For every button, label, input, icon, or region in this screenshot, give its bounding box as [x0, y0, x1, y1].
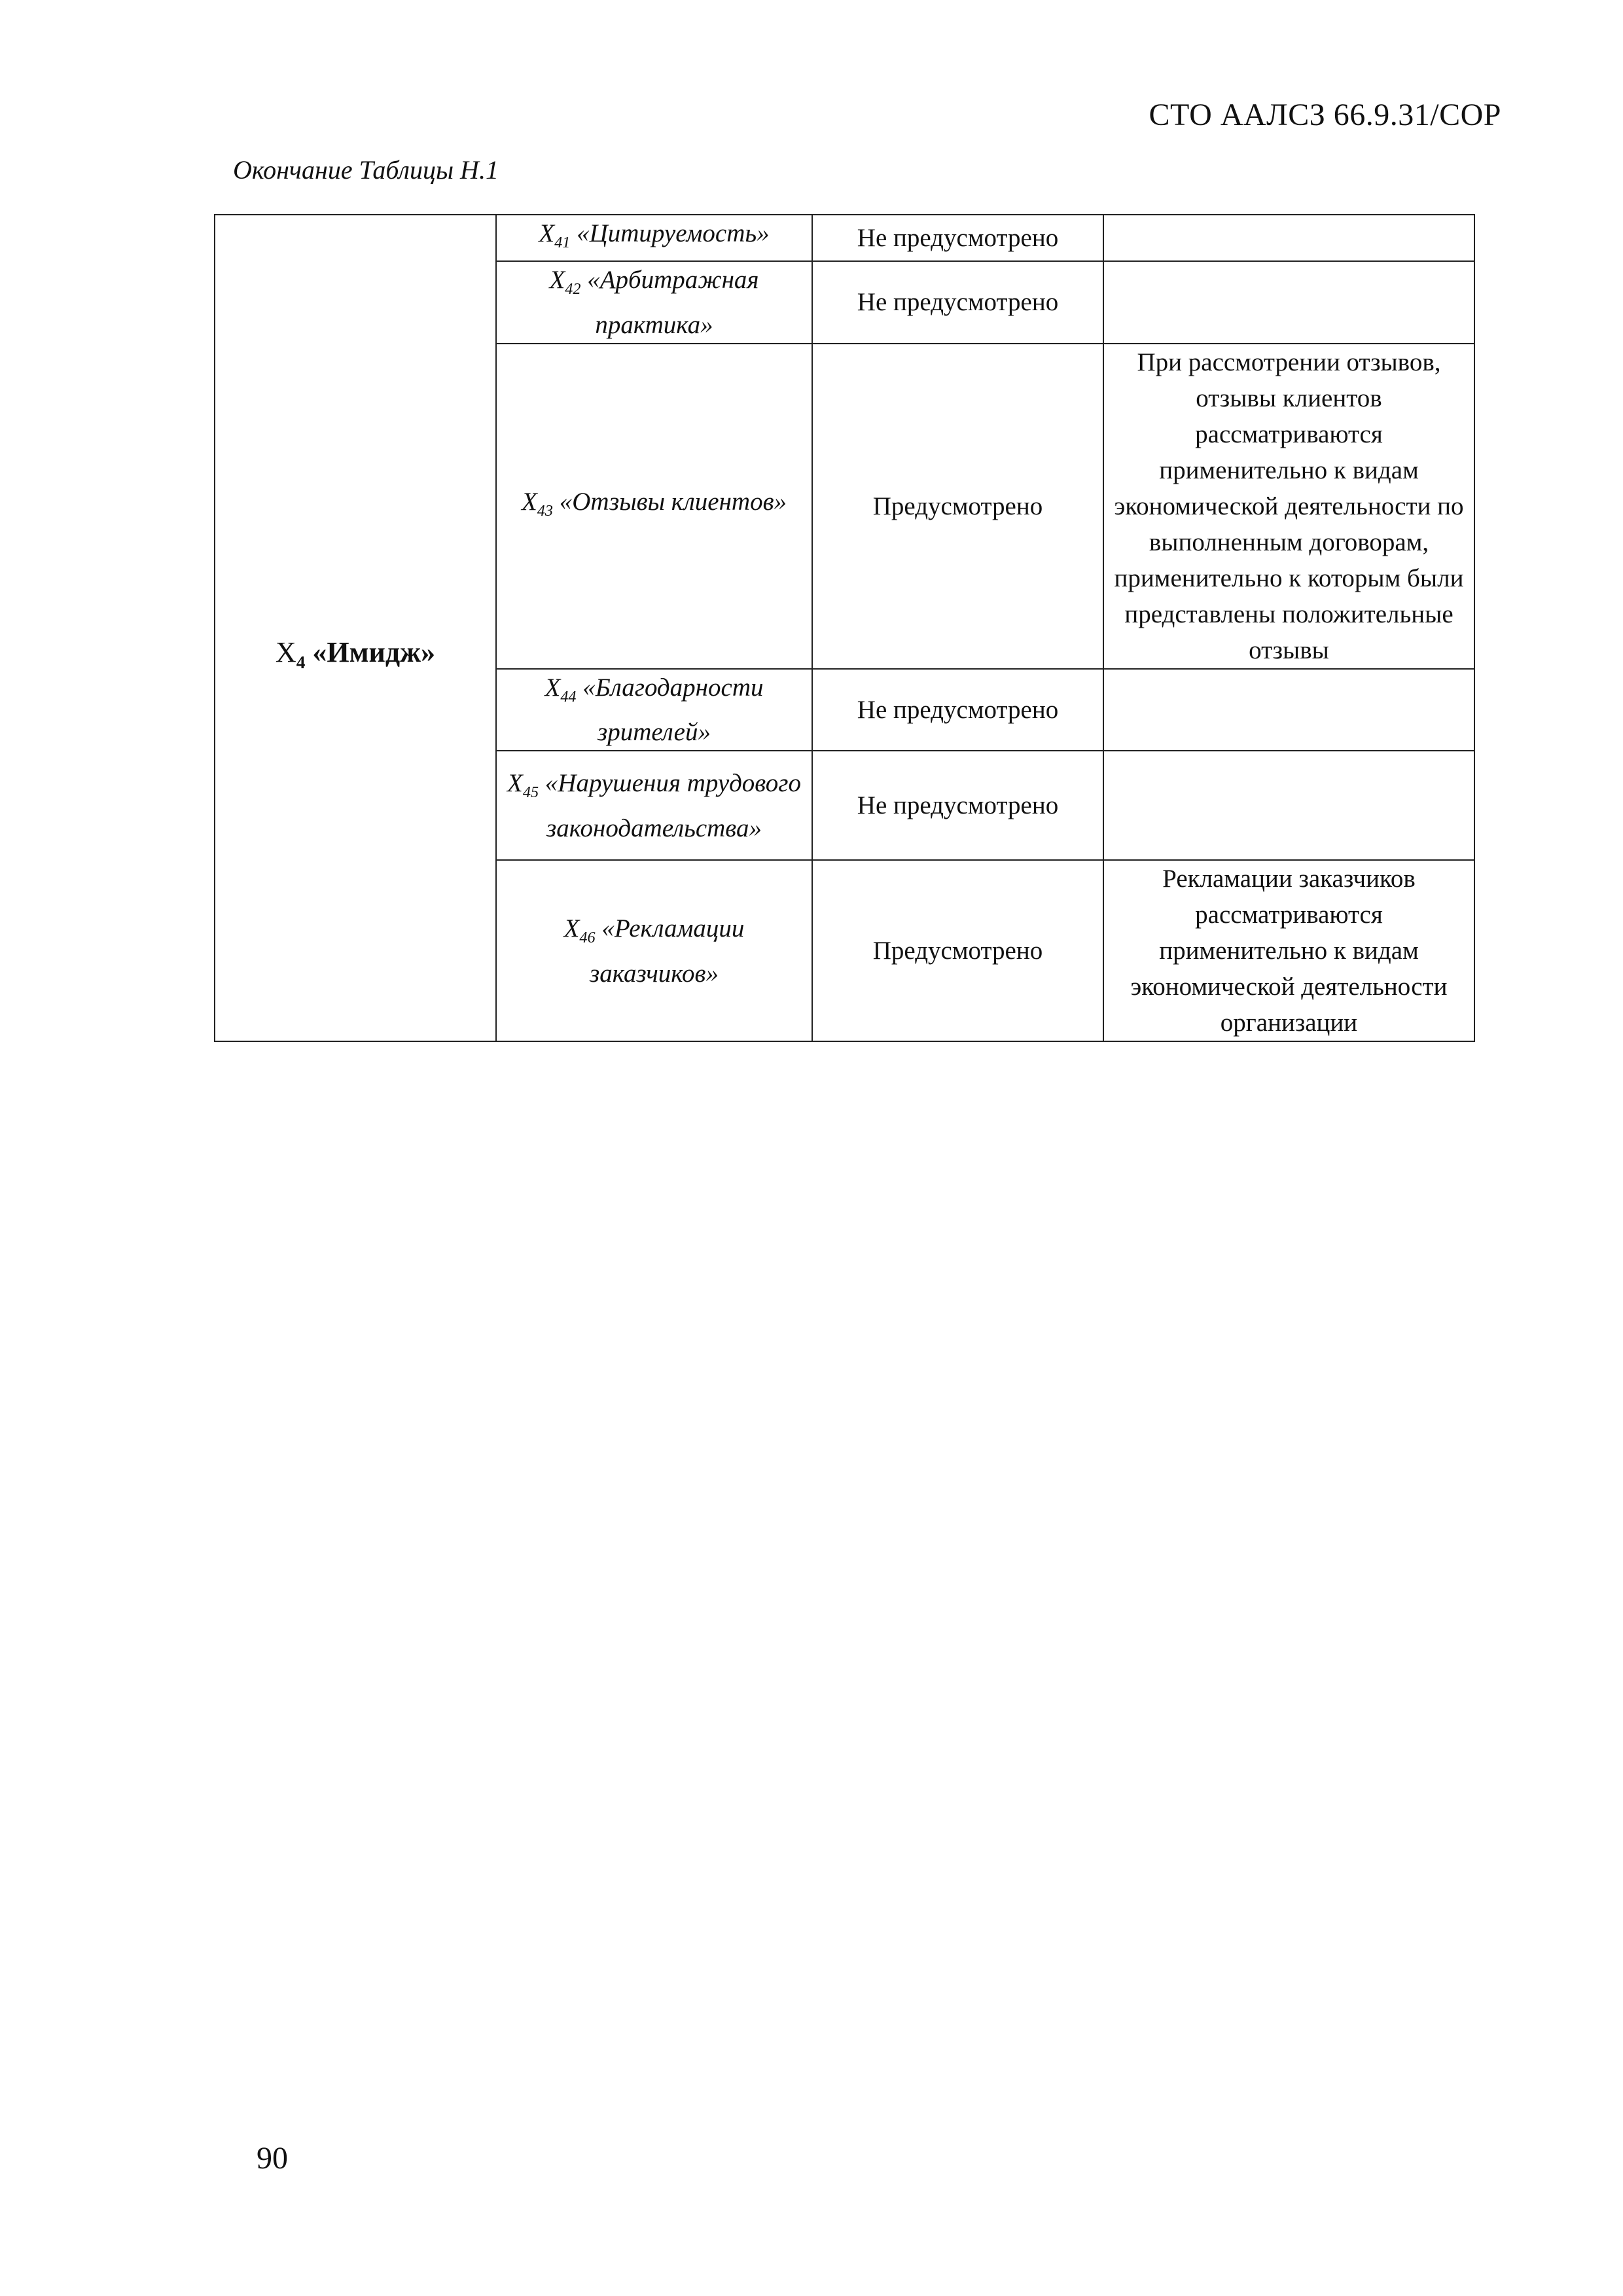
indicator-letter: Х: [539, 219, 555, 247]
category-index: 4: [296, 653, 306, 673]
indicator-name: «Цитируемость»: [577, 219, 770, 247]
indicator-index: 43: [537, 501, 553, 520]
status-cell: Предусмотрено: [812, 344, 1103, 669]
status-cell: Не предусмотрено: [812, 751, 1103, 860]
comment-cell: [1103, 669, 1474, 751]
indicator-index: 45: [522, 783, 539, 801]
indicator-cell: [496, 751, 812, 860]
category-name: «Имидж»: [312, 636, 436, 669]
category-cell: [215, 215, 496, 1041]
indicator-cell: [496, 860, 812, 1041]
category-letter: Х: [275, 636, 296, 669]
indicator-letter: Х: [549, 265, 565, 294]
status-cell: Не предусмотрено: [812, 261, 1103, 344]
indicator-cell: [496, 344, 812, 669]
comment-cell: [1103, 261, 1474, 344]
indicator-name: «Нарушения трудового законодательства»: [544, 768, 801, 842]
comment-cell: При рассмотрении отзывов, отзывы клиентов рассматриваются применительно к видам экономической деятельности по выполненным договорам, применительно к которым были представлены положительные отзывы: [1103, 344, 1474, 669]
indicator-name: «Благодарности зрителей»: [582, 673, 764, 747]
indicator-index: 44: [560, 687, 577, 706]
indicator-name: «Отзывы клиентов»: [559, 487, 787, 516]
status-cell: Предусмотрено: [812, 860, 1103, 1041]
indicator-cell: [496, 261, 812, 344]
comment-cell: [1103, 751, 1474, 860]
document-code: СТО ААЛСЗ 66.9.31/СОР: [1149, 98, 1501, 132]
indicator-letter: Х: [521, 487, 537, 516]
indicators-table: [214, 214, 1475, 1042]
indicator-index: 41: [554, 233, 571, 251]
table-caption: Окончание Таблицы Н.1: [233, 155, 499, 185]
indicator-index: 42: [565, 279, 581, 298]
indicator-letter: Х: [563, 914, 580, 942]
indicator-cell: [496, 215, 812, 261]
indicator-letter: Х: [544, 673, 561, 702]
comment-cell: Рекламации заказчиков рассматриваются применительно к видам экономической деятельности организации: [1103, 860, 1474, 1041]
status-cell: Не предусмотрено: [812, 669, 1103, 751]
indicator-cell: [496, 669, 812, 751]
table-row: [215, 215, 1474, 261]
indicator-name: «Рекламации заказчиков»: [590, 914, 745, 988]
page-number: 90: [257, 2141, 288, 2176]
comment-cell: [1103, 215, 1474, 261]
indicator-letter: Х: [507, 768, 523, 797]
indicator-name: «Арбитражная практика»: [587, 265, 759, 339]
indicator-index: 46: [579, 928, 596, 946]
status-cell: Не предусмотрено: [812, 215, 1103, 261]
